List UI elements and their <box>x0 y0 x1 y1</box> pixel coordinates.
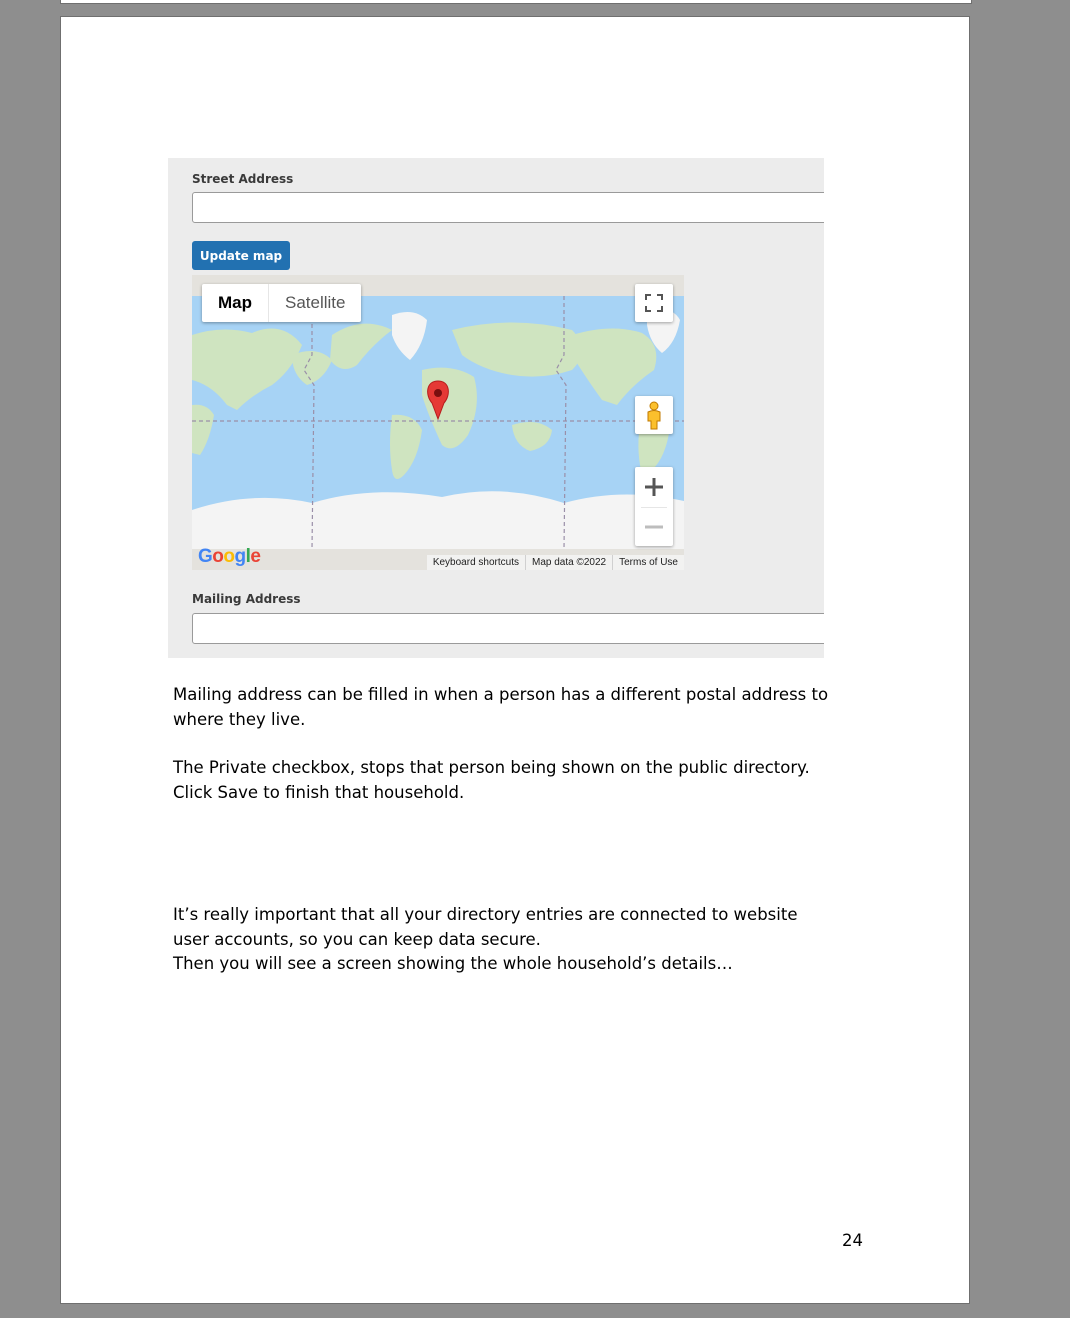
fullscreen-button[interactable] <box>635 284 673 322</box>
terms-of-use-link[interactable]: Terms of Use <box>612 555 684 570</box>
street-address-input[interactable] <box>192 192 824 223</box>
document-page <box>60 16 970 1304</box>
mailing-info-paragraph <box>173 683 833 732</box>
map-type-map-button[interactable]: Map <box>218 293 252 312</box>
street-view-button[interactable] <box>635 396 673 434</box>
accounts-line-2: Then you will see a screen showing the whole household’s details… <box>173 954 733 973</box>
update-map-button[interactable]: Update map <box>192 241 290 270</box>
pegman-icon <box>635 396 673 434</box>
map-data-text: Map data ©2022 <box>525 555 612 570</box>
page-number: 24 <box>842 1231 863 1250</box>
private-info-line-1: The Private checkbox, stops that person being shown on the public directory. <box>173 758 810 777</box>
map-attribution <box>427 555 684 570</box>
keyboard-shortcuts-link[interactable]: Keyboard shortcuts <box>432 557 519 568</box>
map-type-control <box>202 284 361 322</box>
address-form-screenshot <box>168 158 824 658</box>
fullscreen-icon <box>635 284 673 322</box>
previous-page-edge <box>60 0 972 4</box>
plus-icon <box>645 478 663 496</box>
accounts-line-1: It’s really important that all your directory entries are connected to website user accounts, so you can keep data secure. <box>173 905 798 949</box>
mailing-address-label: Mailing Address <box>192 592 301 606</box>
zoom-out-button[interactable] <box>635 508 673 546</box>
accounts-paragraph <box>173 903 833 977</box>
mailing-address-input[interactable] <box>192 613 824 644</box>
private-info-paragraph <box>173 756 833 805</box>
map-type-satellite-button[interactable]: Satellite <box>268 284 361 322</box>
map-widget[interactable] <box>192 275 684 570</box>
private-info-line-2: Click Save to finish that household. <box>173 782 465 802</box>
zoom-in-button[interactable] <box>635 467 673 507</box>
google-logo: Google <box>198 546 261 567</box>
mailing-info-text: Mailing address can be filled in when a person has a different postal address to where they live. <box>173 685 829 729</box>
street-address-label: Street Address <box>192 172 294 186</box>
zoom-control <box>635 467 673 546</box>
